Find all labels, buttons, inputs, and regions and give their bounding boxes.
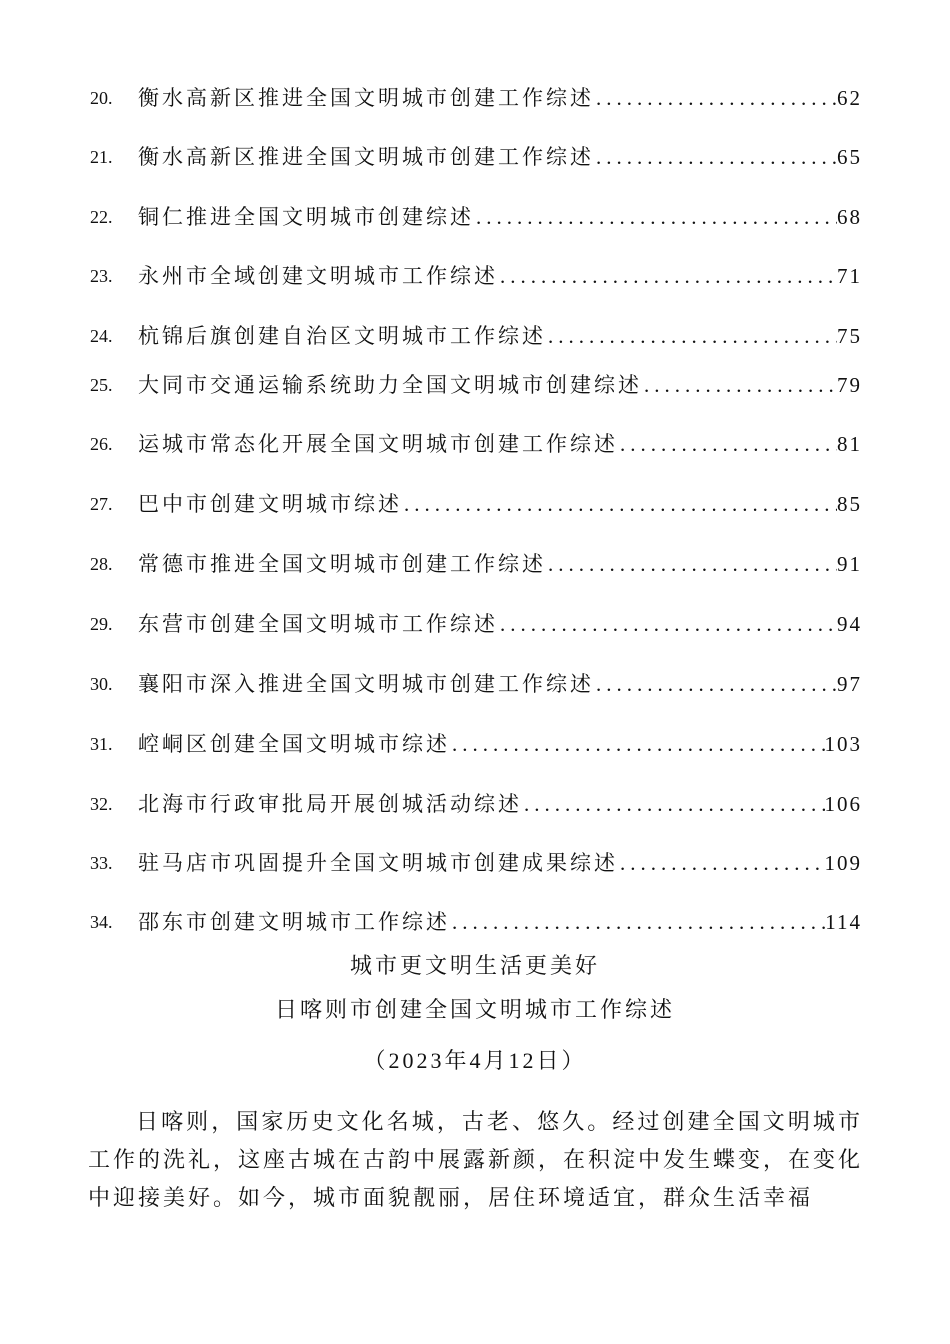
toc-entry-22[interactable]	[90, 195, 862, 231]
toc-entry-number: 25.	[90, 375, 113, 395]
toc-entry-number: 23.	[90, 266, 113, 286]
toc-entry-number: 30.	[90, 674, 113, 694]
toc-entry-number: 21.	[90, 147, 113, 167]
toc-entry-24[interactable]	[90, 314, 862, 350]
toc-entry-page: 65	[837, 145, 862, 169]
toc-entry-title: 巴中市创建文明城市综述	[138, 492, 402, 516]
toc-entry-title: 襄阳市深入推进全国文明城市创建工作综述	[138, 672, 594, 696]
toc-leader-dots	[546, 322, 837, 350]
toc-entry-page: 109	[824, 851, 862, 875]
toc-leader-dots	[594, 670, 837, 698]
toc-leader-dots	[474, 203, 837, 231]
toc-entry-page: 94	[837, 612, 862, 636]
toc-entry-30[interactable]	[90, 662, 862, 698]
toc-entry-page: 85	[837, 492, 862, 516]
toc-entry-32[interactable]	[90, 782, 862, 818]
toc-entry-title: 衡水高新区推进全国文明城市创建工作综述	[138, 86, 594, 110]
toc-entry-page: 71	[837, 264, 862, 288]
toc-entry-21[interactable]	[90, 135, 862, 171]
toc-entry-title: 邵东市创建文明城市工作综述	[138, 910, 450, 934]
toc-entry-number: 24.	[90, 326, 113, 346]
toc-entry-29[interactable]	[90, 602, 862, 638]
toc-entry-34[interactable]	[90, 900, 862, 936]
toc-entry-page: 75	[837, 324, 862, 348]
toc-entry-number: 33.	[90, 853, 113, 873]
toc-entry-page: 91	[837, 552, 862, 576]
toc-entry-title: 铜仁推进全国文明城市创建综述	[138, 205, 474, 229]
toc-entry-number: 31.	[90, 734, 113, 754]
toc-leader-dots	[546, 550, 837, 578]
toc-leader-dots	[402, 490, 837, 518]
toc-leader-dots	[450, 908, 825, 936]
toc-leader-dots	[498, 610, 837, 638]
toc-entry-page: 103	[824, 732, 862, 756]
toc-entry-title: 东营市创建全国文明城市工作综述	[138, 612, 498, 636]
toc-entry-title: 常德市推进全国文明城市创建工作综述	[138, 552, 546, 576]
toc-leader-dots	[642, 371, 837, 399]
toc-entry-25[interactable]	[90, 363, 862, 399]
toc-leader-dots	[498, 262, 837, 290]
toc-entry-31[interactable]	[90, 722, 862, 758]
toc-entry-20[interactable]	[90, 76, 862, 112]
toc-entry-page: 62	[837, 86, 862, 110]
article-subtitle: 日喀则市创建全国文明城市工作综述	[274, 998, 675, 1023]
toc-entry-number: 22.	[90, 207, 113, 227]
toc-entry-title: 永州市全域创建文明城市工作综述	[138, 264, 498, 288]
toc-leader-dots	[618, 430, 837, 458]
toc-entry-title: 杭锦后旗创建自治区文明城市工作综述	[138, 324, 546, 348]
toc-entry-33[interactable]	[90, 841, 862, 877]
toc-entry-page: 97	[837, 672, 862, 696]
toc-entry-number: 29.	[90, 614, 113, 634]
toc-entry-page: 114	[825, 910, 862, 934]
toc-entry-23[interactable]	[90, 254, 862, 290]
toc-entry-page: 81	[837, 432, 862, 456]
article-title: 城市更文明生活更美好	[349, 954, 600, 979]
toc-entry-number: 34.	[90, 912, 113, 932]
toc-entry-28[interactable]	[90, 542, 862, 578]
toc-entry-page: 68	[837, 205, 862, 229]
toc-leader-dots	[594, 84, 837, 112]
toc-entry-27[interactable]	[90, 482, 862, 518]
toc-leader-dots	[522, 790, 825, 818]
toc-entry-number: 27.	[90, 494, 113, 514]
toc-leader-dots	[450, 730, 825, 758]
toc-entry-title: 运城市常态化开展全国文明城市创建工作综述	[138, 432, 618, 456]
toc-leader-dots	[594, 143, 837, 171]
toc-entry-page: 79	[837, 373, 862, 397]
toc-entry-number: 32.	[90, 794, 113, 814]
toc-entry-title: 北海市行政审批局开展创城活动综述	[138, 792, 522, 816]
toc-entry-number: 26.	[90, 434, 113, 454]
toc-entry-title: 衡水高新区推进全国文明城市创建工作综述	[138, 145, 594, 169]
toc-leader-dots	[618, 849, 825, 877]
toc-entry-number: 28.	[90, 554, 113, 574]
toc-entry-number: 20.	[90, 88, 113, 108]
toc-entry-title: 崆峒区创建全国文明城市综述	[138, 732, 450, 756]
toc-entry-title: 驻马店市巩固提升全国文明城市创建成果综述	[138, 851, 618, 875]
article-date: （2023年4月12日）	[363, 1048, 587, 1073]
article-body-paragraph: 日喀则，国家历史文化名城，古老、悠久。经过创建全国文明城市工作的洗礼，这座古城在古韵中展露新颜，在积淀中发生蝶变，在变化中迎接美好。如今，城市面貌靓丽，居住环境适宜，群众生活幸福	[88, 1110, 864, 1211]
toc-entry-26[interactable]	[90, 422, 862, 458]
toc-entry-title: 大同市交通运输系统助力全国文明城市创建综述	[138, 373, 642, 397]
toc-entry-page: 106	[824, 792, 862, 816]
